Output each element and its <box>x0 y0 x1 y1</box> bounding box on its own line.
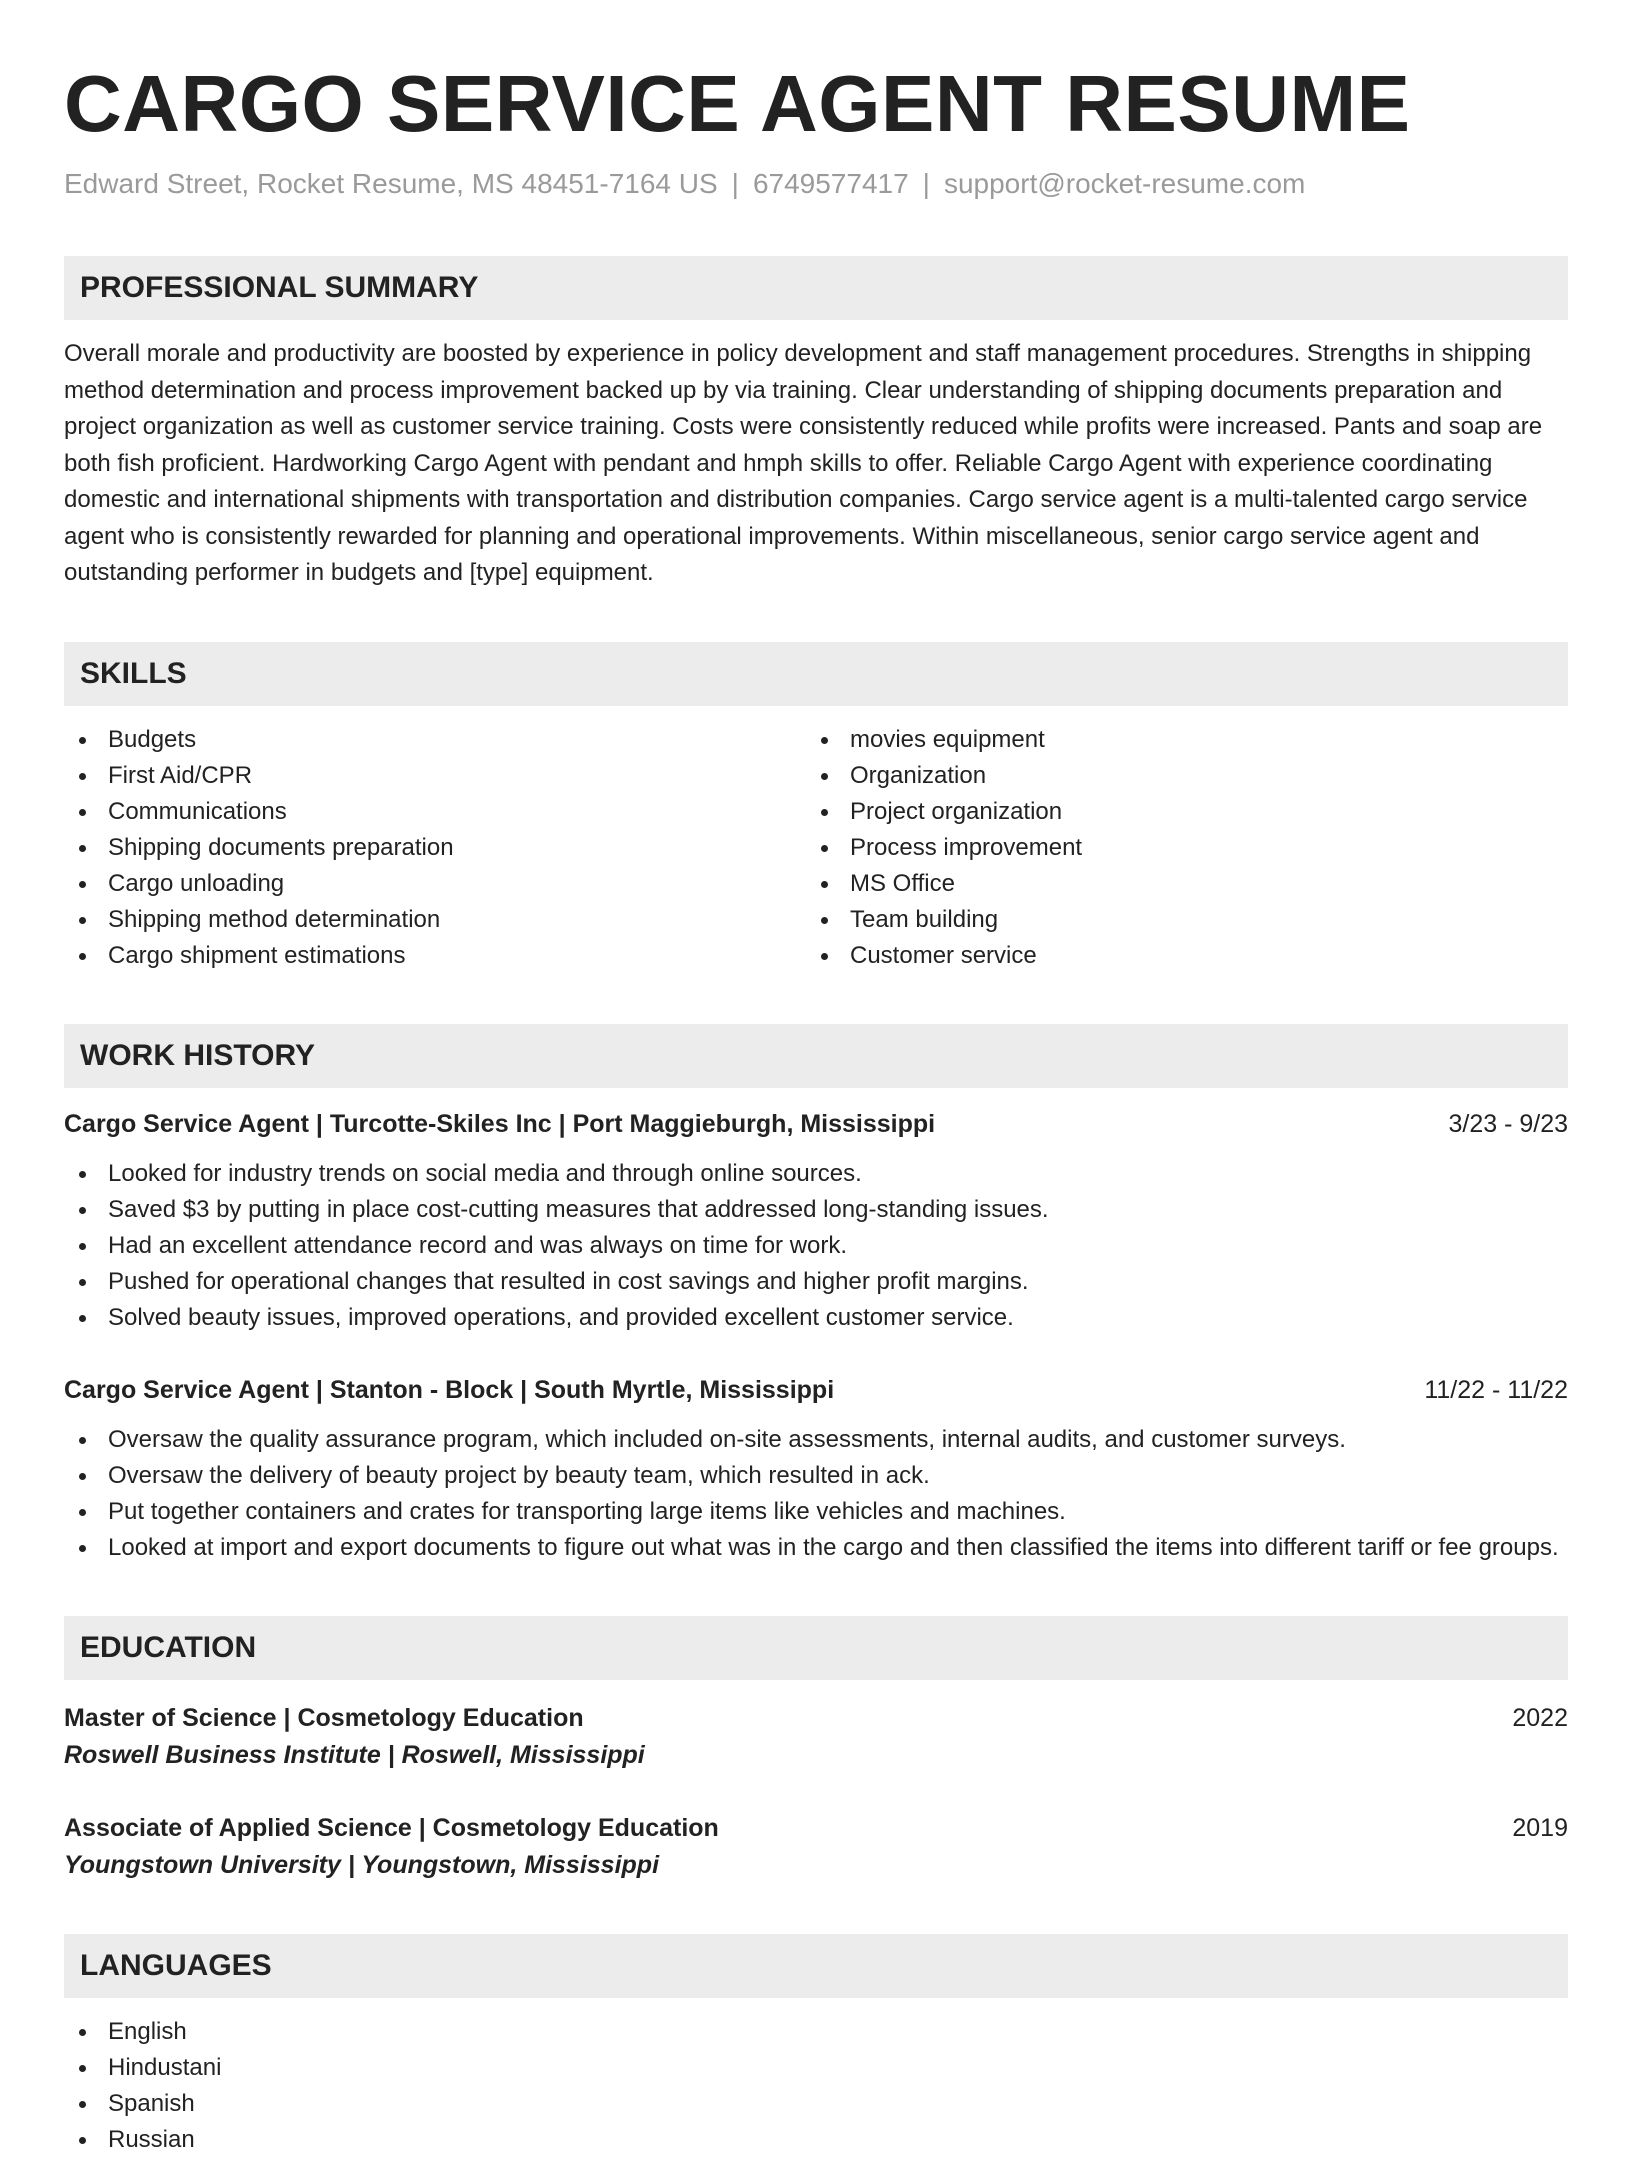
skills-list <box>64 722 1568 974</box>
job-header <box>64 1106 1568 1142</box>
languages-list <box>64 2014 1568 2158</box>
contact-address: Edward Street, Rocket Resume, MS 48451-7164 US <box>64 168 718 199</box>
job-bullet: Oversaw the delivery of beauty project by beauty team, which resulted in ack. <box>64 1458 1568 1494</box>
skills-column-left <box>64 722 806 974</box>
education-entry <box>64 1700 1568 1774</box>
contact-line <box>64 164 1568 204</box>
skill-item: Cargo unloading <box>64 866 806 902</box>
job-dates: 3/23 - 9/23 <box>1448 1109 1568 1138</box>
skills-column-right <box>806 722 1548 974</box>
languages-section <box>64 1934 1568 2158</box>
job-bullet: Had an excellent attendance record and was always on time for work. <box>64 1228 1568 1264</box>
summary-section <box>64 256 1568 592</box>
summary-text: Overall morale and productivity are boosted by experience in policy development and staff management procedures. Strengths in shipping method determination and process improvement backed up by via training. Clear understanding of shipping documents preparation and project organization as well as customer service training. Costs were consistently reduced while profits were increased. Pants and soap are both fish proficient. Hardworking Cargo Agent with pendant and hmph skills to offer. Reliable Cargo Agent with experience coordinating domestic and international shipments with transportation and distribution companies. Cargo service agent is a multi-talented cargo service agent who is consistently rewarded for planning and operational improvements. Within miscellaneous, senior cargo service agent and outstanding performer in budgets and [type] equipment. <box>64 340 1543 586</box>
job-bullet: Put together containers and crates for transporting large items like vehicles and machines. <box>64 1494 1568 1530</box>
job-entry <box>64 1106 1568 1336</box>
job-bullet: Pushed for operational changes that resulted in cost savings and higher profit margins. <box>64 1264 1568 1300</box>
skill-item: Project organization <box>806 794 1548 830</box>
language-item: Russian <box>64 2122 1568 2158</box>
education-school: Roswell Business Institute | Roswell, Mississippi <box>64 1740 645 1769</box>
job-bullets <box>64 1422 1568 1566</box>
summary-heading: PROFESSIONAL SUMMARY <box>64 256 1568 320</box>
job-bullet: Oversaw the quality assurance program, which included on-site assessments, internal audits, and customer surveys. <box>64 1422 1568 1458</box>
skill-item: Communications <box>64 794 806 830</box>
skill-item: Shipping method determination <box>64 902 806 938</box>
job-bullet: Saved $3 by putting in place cost-cutting measures that addressed long-standing issues. <box>64 1192 1568 1228</box>
job-title: Cargo Service Agent | Stanton - Block | South Myrtle, Mississippi <box>64 1375 835 1404</box>
skills-section <box>64 642 1568 974</box>
job-entry <box>64 1372 1568 1566</box>
skill-item: movies equipment <box>806 722 1548 758</box>
job-bullet: Looked at import and export documents to figure out what was in the cargo and then classified the items into different tariff or fee groups. <box>64 1530 1568 1566</box>
education-year: 2019 <box>1512 1813 1568 1842</box>
education-section <box>64 1616 1568 1884</box>
job-title: Cargo Service Agent | Turcotte-Skiles Inc | Port Maggieburgh, Mississippi <box>64 1109 936 1138</box>
education-degree: Master of Science | Cosmetology Education <box>64 1703 584 1732</box>
contact-separator: | <box>922 168 930 199</box>
job-dates: 11/22 - 11/22 <box>1424 1375 1568 1404</box>
job-header <box>64 1372 1568 1408</box>
education-entry <box>64 1810 1568 1884</box>
languages-heading: LANGUAGES <box>64 1934 1568 1998</box>
job-bullet: Looked for industry trends on social media and through online sources. <box>64 1156 1568 1192</box>
skill-item: MS Office <box>806 866 1548 902</box>
job-bullets <box>64 1156 1568 1336</box>
contact-email: support@rocket-resume.com <box>943 168 1306 199</box>
skill-item: Team building <box>806 902 1548 938</box>
work-history-heading: WORK HISTORY <box>64 1024 1568 1088</box>
skill-item: Customer service <box>806 938 1548 974</box>
skill-item: First Aid/CPR <box>64 758 806 794</box>
education-heading: EDUCATION <box>64 1616 1568 1680</box>
skill-item: Cargo shipment estimations <box>64 938 806 974</box>
contact-phone: 6749577417 <box>752 168 909 199</box>
language-item: English <box>64 2014 1568 2050</box>
education-degree: Associate of Applied Science | Cosmetology Education <box>64 1813 719 1842</box>
job-bullet: Solved beauty issues, improved operations, and provided excellent customer service. <box>64 1300 1568 1336</box>
skill-item: Process improvement <box>806 830 1548 866</box>
resume-title: CARGO SERVICE AGENT RESUME <box>64 59 1411 148</box>
work-history-section <box>64 1024 1568 1566</box>
language-item: Hindustani <box>64 2050 1568 2086</box>
skill-item: Organization <box>806 758 1548 794</box>
language-item: Spanish <box>64 2086 1568 2122</box>
education-school: Youngstown University | Youngstown, Mississippi <box>64 1850 660 1879</box>
contact-separator: | <box>731 168 739 199</box>
skills-heading: SKILLS <box>64 642 1568 706</box>
education-header <box>64 1700 1568 1736</box>
skill-item: Budgets <box>64 722 806 758</box>
education-year: 2022 <box>1512 1703 1568 1732</box>
skill-item: Shipping documents preparation <box>64 830 806 866</box>
education-header <box>64 1810 1568 1846</box>
